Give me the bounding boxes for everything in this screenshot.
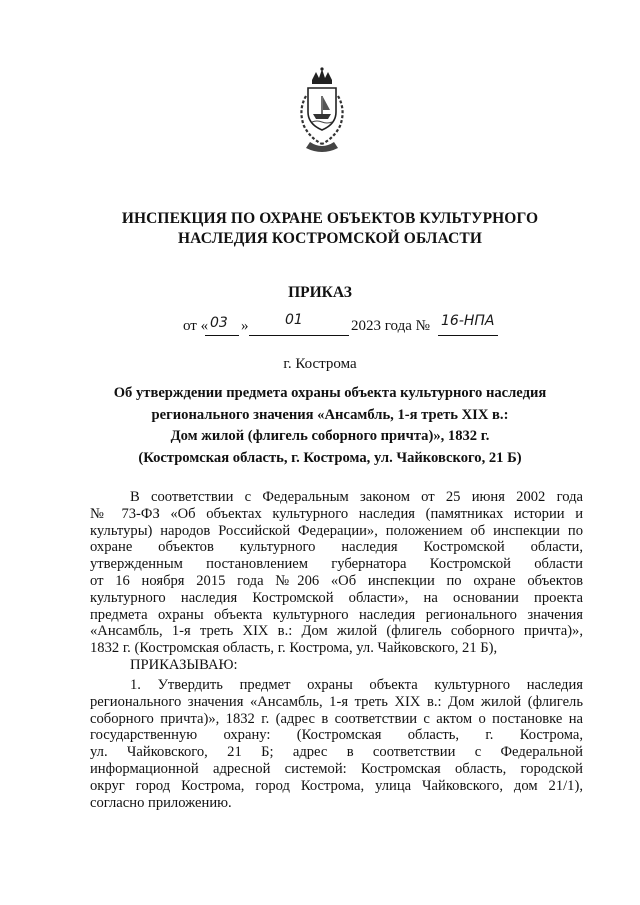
preamble-line: от 16 ноября 2015 года №206 «Об инспекции по охране объектов	[90, 572, 583, 589]
preamble-line: охране объектов культурного наследия Костромской области,	[90, 539, 583, 556]
order-item-1	[90, 677, 583, 811]
preamble-paragraph	[90, 489, 583, 657]
date-day-handwritten: 03	[210, 315, 228, 331]
month-underline	[249, 335, 349, 336]
preamble-line: культуры) народов Российской Федерации», положением об инспекции по	[90, 522, 583, 539]
subject-line-3: Дом жилой (флигель соборного причта)», 1832 г.	[170, 428, 490, 444]
date-month-handwritten: 01	[285, 312, 303, 328]
subject-line-1: Об утверждении предмета охраны объекта культурного наследия	[113, 385, 547, 401]
day-underline	[205, 335, 239, 336]
number-underline	[438, 335, 498, 336]
preamble-line: 1832 г. (Костромская область, г. Кострома, ул. Чайковского, 21 Б),	[90, 640, 498, 657]
preamble-line: № 73-ФЗ «Об объектах культурного наследия (памятниках истории и	[90, 505, 583, 522]
item-line: регионального значения «Ансамбль, 1-я треть XIX в.: Дом жилой (флигель	[90, 693, 583, 710]
organization-title	[90, 209, 570, 249]
org-title-line-1: ИНСПЕКЦИЯ ПО ОХРАНЕ ОБЪЕКТОВ КУЛЬТУРНОГО	[121, 210, 539, 227]
document-type-heading: ПРИКАЗ	[288, 284, 352, 301]
date-prefix: от «	[183, 318, 209, 334]
item-line: 1. Утвердить предмет охраны объекта культурного наследия	[130, 677, 583, 693]
subject-line-2: регионального значения «Ансамбль, 1-я треть XIX в.:	[151, 406, 509, 423]
org-title-line-2: НАСЛЕДИЯ КОСТРОМСКОЙ ОБЛАСТИ	[178, 230, 482, 247]
date-year-text: 2023 года №	[351, 318, 430, 334]
item-line: ул. Чайковского, 21 Б; адрес в соответствии с Федеральной	[90, 744, 583, 761]
order-word-block	[90, 657, 583, 674]
item-line: государственную охрану: (Костромская область, г. Кострома,	[90, 727, 583, 744]
order-word: ПРИКАЗЫВАЮ:	[130, 657, 238, 673]
order-subject	[80, 383, 580, 469]
preamble-line: предмета охраны объекта культурного наследия регионального значения	[90, 606, 583, 623]
item-line: округ город Кострома, город Кострома, улица Чайковского, дом 21/1),	[90, 777, 583, 794]
coat-of-arms-emblem	[294, 66, 350, 156]
document-number-handwritten: 16-НПА	[441, 313, 495, 329]
item-line: соборного причта)», 1832 г. (адрес в соответствии с актом о постановке на	[90, 710, 583, 727]
preamble-line: культурного наследия Костромской области», на основании проекта	[90, 589, 583, 606]
item-line: согласно приложению.	[90, 794, 232, 811]
subject-line-4: (Костромская область, г. Кострома, ул. Чайковского, 21 Б)	[138, 449, 522, 466]
preamble-line: В соответствии с Федеральным законом от 25 июня 2002 года	[130, 489, 583, 505]
item-line: информационной адресной системой: Костромская область, городской	[90, 760, 583, 777]
date-mid: »	[241, 318, 249, 334]
preamble-line: «Ансамбль, 1-я треть XIX в.: Дом жилой (флигель соборного причта)»,	[90, 623, 583, 640]
city-line: г. Кострома	[283, 356, 357, 372]
preamble-line: утвержденным постановлением губернатора Костромской области	[90, 556, 583, 573]
